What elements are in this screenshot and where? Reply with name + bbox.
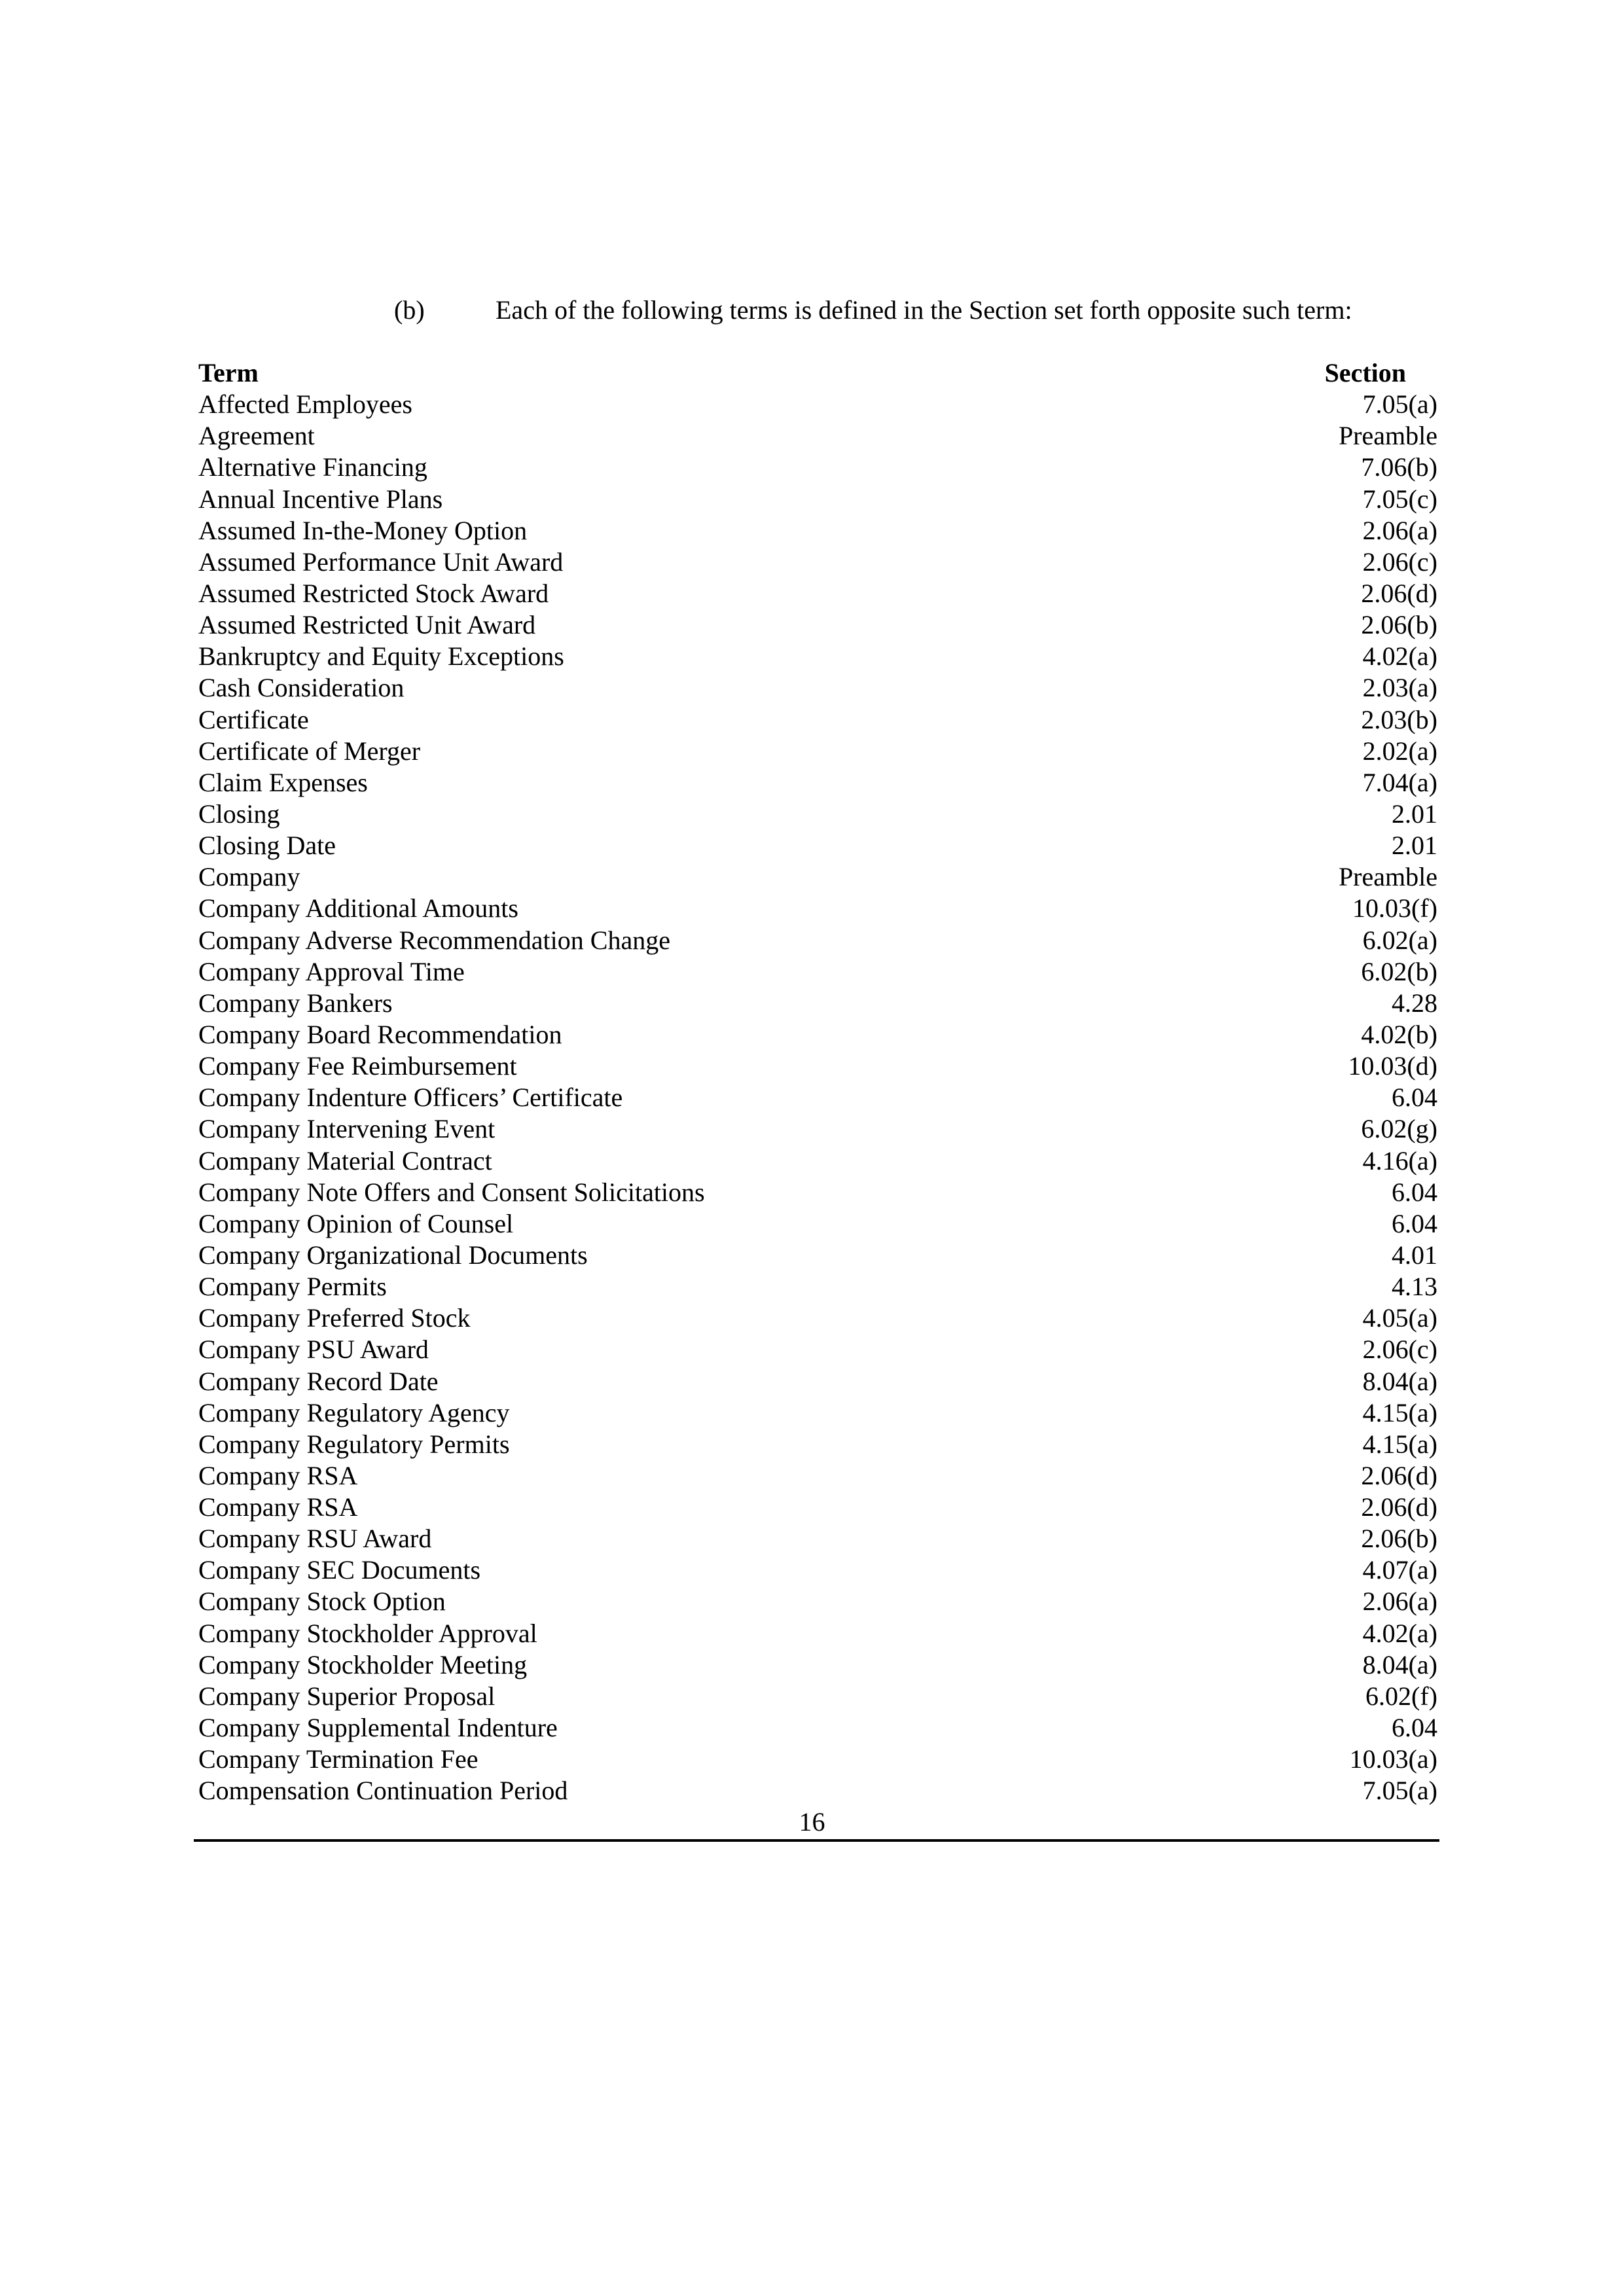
section-cell: 7.05(a) xyxy=(1362,389,1437,420)
table-row xyxy=(198,861,1437,893)
term-cell: Company Permits xyxy=(198,1272,387,1302)
term-cell: Alternative Financing xyxy=(198,452,427,482)
table-row xyxy=(198,1302,1437,1334)
term-cell: Company Bankers xyxy=(198,988,393,1018)
section-cell: 6.04 xyxy=(1392,1208,1437,1238)
table-row xyxy=(198,1429,1437,1460)
section-cell: 4.01 xyxy=(1392,1240,1437,1270)
section-cell: 2.06(d) xyxy=(1361,1492,1437,1522)
section-cell: 7.06(b) xyxy=(1361,452,1437,482)
section-cell: 2.06(d) xyxy=(1361,1460,1437,1490)
section-cell: Preamble xyxy=(1338,421,1437,451)
table-row xyxy=(198,1366,1437,1397)
term-cell: Company Termination Fee xyxy=(198,1744,478,1774)
term-cell: Company Superior Proposal xyxy=(198,1681,496,1711)
term-cell: Company Supplemental Indenture xyxy=(198,1713,558,1743)
term-cell: Assumed Performance Unit Award xyxy=(198,547,564,577)
term-cell: Company Adverse Recommendation Change xyxy=(198,925,670,955)
table-row xyxy=(198,1145,1437,1177)
term-cell: Certificate xyxy=(198,704,309,734)
term-cell: Affected Employees xyxy=(198,389,412,420)
table-row xyxy=(198,1113,1437,1145)
section-cell: 4.02(a) xyxy=(1362,1618,1437,1648)
section-cell: 7.04(a) xyxy=(1362,767,1437,797)
term-cell: Company Approval Time xyxy=(198,956,465,986)
term-cell: Company xyxy=(198,862,300,892)
term-cell: Company RSA xyxy=(198,1460,358,1490)
term-cell: Assumed Restricted Stock Award xyxy=(198,578,549,608)
table-row xyxy=(198,925,1437,956)
term-cell: Company Organizational Documents xyxy=(198,1240,588,1270)
section-cell: 2.06(c) xyxy=(1362,547,1437,577)
table-row xyxy=(198,641,1437,672)
table-row xyxy=(198,1177,1437,1208)
defined-terms-table xyxy=(198,357,1437,1806)
section-cell: 2.06(c) xyxy=(1362,1335,1437,1365)
table-row xyxy=(198,1618,1437,1649)
page-number: 16 xyxy=(799,1807,825,1837)
section-cell: 2.02(a) xyxy=(1362,736,1437,766)
term-cell: Annual Incentive Plans xyxy=(198,484,443,514)
section-cell: 2.01 xyxy=(1392,798,1437,829)
section-cell: 2.03(a) xyxy=(1362,673,1437,703)
table-row xyxy=(198,1492,1437,1523)
footer-rule xyxy=(194,1839,1439,1842)
section-cell: 8.04(a) xyxy=(1362,1649,1437,1679)
table-row xyxy=(198,515,1437,547)
table-row xyxy=(198,736,1437,767)
table-row xyxy=(198,1523,1437,1554)
section-cell: 2.03(b) xyxy=(1361,704,1437,734)
term-cell: Agreement xyxy=(198,421,315,451)
term-cell: Company Regulatory Agency xyxy=(198,1397,510,1427)
term-cell: Company Intervening Event xyxy=(198,1114,496,1144)
table-row xyxy=(198,704,1437,736)
term-cell: Compensation Continuation Period xyxy=(198,1776,568,1806)
table-row xyxy=(198,484,1437,515)
section-cell: 2.06(b) xyxy=(1361,1524,1437,1554)
section-cell: 10.03(d) xyxy=(1348,1051,1437,1081)
table-row xyxy=(198,1554,1437,1586)
term-cell: Company PSU Award xyxy=(198,1335,429,1365)
table-row xyxy=(198,1334,1437,1365)
section-cell: 6.04 xyxy=(1392,1713,1437,1743)
table-row xyxy=(198,767,1437,798)
intro-text: Each of the following terms is defined in the Section set forth opposite such term: xyxy=(496,295,1352,325)
section-cell: 4.07(a) xyxy=(1362,1555,1437,1585)
table-row xyxy=(198,1050,1437,1082)
table-row xyxy=(198,1586,1437,1617)
table-header-row xyxy=(198,357,1437,389)
table-row xyxy=(198,1649,1437,1681)
term-cell: Company Stockholder Approval xyxy=(198,1618,537,1648)
term-cell: Closing xyxy=(198,798,280,829)
table-row xyxy=(198,988,1437,1019)
term-column-header: Term xyxy=(198,358,259,387)
section-cell: Preamble xyxy=(1338,862,1437,892)
term-cell: Company RSA xyxy=(198,1492,358,1522)
term-cell: Certificate of Merger xyxy=(198,736,421,766)
section-cell: 4.15(a) xyxy=(1362,1397,1437,1427)
term-cell: Company Regulatory Permits xyxy=(198,1429,510,1459)
term-cell: Company Stock Option xyxy=(198,1587,446,1617)
section-cell: 8.04(a) xyxy=(1362,1366,1437,1396)
table-row xyxy=(198,1240,1437,1271)
section-cell: 10.03(a) xyxy=(1349,1744,1437,1774)
table-row xyxy=(198,1712,1437,1744)
section-cell: 2.06(a) xyxy=(1362,1587,1437,1617)
table-row xyxy=(198,1208,1437,1240)
section-cell: 2.01 xyxy=(1392,831,1437,861)
subsection-marker: (b) xyxy=(394,295,425,325)
section-cell: 7.05(a) xyxy=(1362,1776,1437,1806)
section-column-header: Section xyxy=(1324,358,1406,387)
table-row xyxy=(198,1271,1437,1302)
section-cell: 4.05(a) xyxy=(1362,1303,1437,1333)
term-cell: Claim Expenses xyxy=(198,767,368,797)
table-row xyxy=(198,547,1437,578)
section-cell: 6.02(a) xyxy=(1362,925,1437,955)
term-cell: Company Preferred Stock xyxy=(198,1303,471,1333)
table-row xyxy=(198,893,1437,924)
table-row xyxy=(198,1460,1437,1492)
term-cell: Company RSU Award xyxy=(198,1524,432,1554)
term-cell: Company Indenture Officers’ Certificate xyxy=(198,1083,623,1113)
table-row xyxy=(198,1681,1437,1712)
table-row xyxy=(198,672,1437,704)
term-cell: Company Record Date xyxy=(198,1366,439,1396)
section-cell: 2.06(d) xyxy=(1361,578,1437,608)
section-cell: 4.15(a) xyxy=(1362,1429,1437,1459)
section-cell: 4.16(a) xyxy=(1362,1145,1437,1175)
table-row xyxy=(198,1019,1437,1050)
term-cell: Company Opinion of Counsel xyxy=(198,1208,514,1238)
section-cell: 4.02(a) xyxy=(1362,641,1437,672)
section-cell: 4.28 xyxy=(1392,988,1437,1018)
section-cell: 10.03(f) xyxy=(1352,893,1437,924)
term-cell: Company Fee Reimbursement xyxy=(198,1051,517,1081)
table-row xyxy=(198,452,1437,483)
section-cell: 6.02(g) xyxy=(1361,1114,1437,1144)
term-cell: Company Material Contract xyxy=(198,1145,492,1175)
table-row xyxy=(198,798,1437,830)
table-row xyxy=(198,389,1437,420)
term-cell: Bankruptcy and Equity Exceptions xyxy=(198,641,564,672)
term-cell: Company Note Offers and Consent Solicitations xyxy=(198,1177,705,1207)
table-row xyxy=(198,420,1437,452)
table-row xyxy=(198,578,1437,609)
section-cell: 6.04 xyxy=(1392,1083,1437,1113)
section-cell: 4.13 xyxy=(1392,1272,1437,1302)
section-cell: 6.02(b) xyxy=(1361,956,1437,986)
table-row xyxy=(198,1775,1437,1806)
term-cell: Cash Consideration xyxy=(198,673,405,703)
term-cell: Company Board Recommendation xyxy=(198,1019,562,1049)
term-cell: Closing Date xyxy=(198,831,336,861)
table-row xyxy=(198,956,1437,988)
term-cell: Assumed In-the-Money Option xyxy=(198,515,528,545)
section-cell: 6.04 xyxy=(1392,1177,1437,1207)
term-cell: Company SEC Documents xyxy=(198,1555,481,1585)
term-cell: Company Additional Amounts xyxy=(198,893,518,924)
section-cell: 2.06(a) xyxy=(1362,515,1437,545)
table-row xyxy=(198,1082,1437,1113)
table-row xyxy=(198,1744,1437,1775)
table-row xyxy=(198,609,1437,641)
term-cell: Assumed Restricted Unit Award xyxy=(198,610,536,640)
section-cell: 4.02(b) xyxy=(1361,1019,1437,1049)
section-cell: 6.02(f) xyxy=(1365,1681,1437,1711)
table-row xyxy=(198,1397,1437,1429)
table-row xyxy=(198,830,1437,861)
section-cell: 7.05(c) xyxy=(1362,484,1437,514)
section-cell: 2.06(b) xyxy=(1361,610,1437,640)
term-cell: Company Stockholder Meeting xyxy=(198,1649,528,1679)
